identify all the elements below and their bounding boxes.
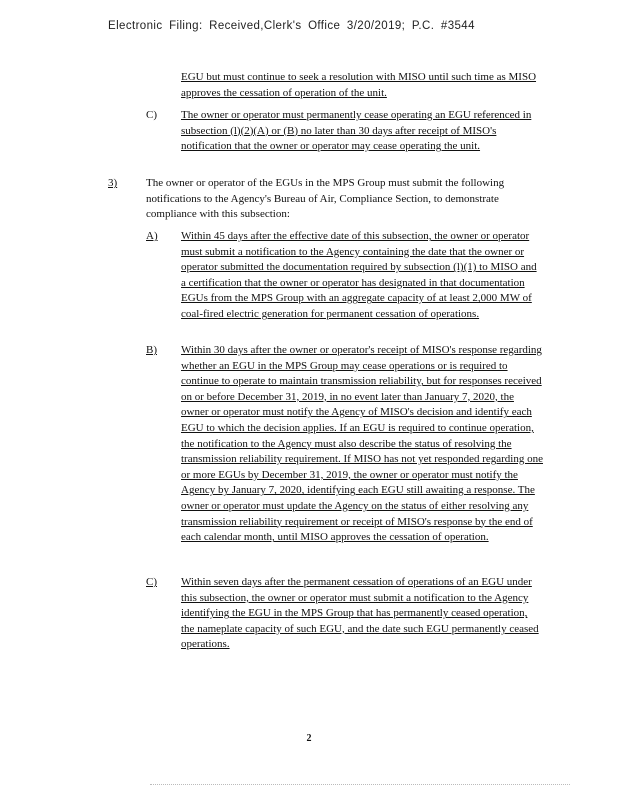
section-3-intro: The owner or operator of the EGUs in the MPS Group must submit the following notifications to the Agency's Bureau of Air, Compliance Section, to demonstrate compliance with this subsection: <box>146 177 505 221</box>
item-c-top-label: C) <box>146 109 157 121</box>
section-3-label: 3) <box>108 177 118 189</box>
item-b-text: Within 30 days after the owner or operator's receipt of MISO's response regarding whether an EGU in the MPS Group may cease operations or is required to continue to operate to maintain transmission reliability, but for responses received on or before December 31, 2019, in no event later than January 7, 2020, the owner or operator must notify the Agency of MISO's decision and identify each EGU to which the decision applies. If an EGU is required to continue operation, the notification to the Agency must also describe the status of resolving the transmission reliability requirement. If MISO has not yet responded regarding one or more EGUs by December 31, 2019, the owner or operator must notify the Agency by January 7, 2020, identifying each EGU still awaiting a response. The owner or operator must update the Agency on the status of either resolving any transmission reliability requirement or receipt of MISO's response by the end of each calendar month, until MISO approves the cessation of operation. <box>181 344 543 544</box>
item-a-text: Within 45 days after the effective date of this subsection, the owner or operator must submit a notification to the Agency containing the date that the owner or operator submitted the documentation required by subsection (l)(1) to MISO and a certification that the owner or operator has designated in that documentation EGUs from the MPS Group with an aggregate capacity of at least 2,000 MW of coal-fired electric generation for permanent cessation of operations. <box>181 230 537 320</box>
page-number: 2 <box>306 733 312 744</box>
filing-stamp: Electronic Filing: Received,Clerk's Office 3/20/2019; P.C. #3544 <box>108 20 475 32</box>
continued-paragraph: EGU but must continue to seek a resolution with MISO until such time as MISO approves the cessation of operation of the unit. <box>181 71 537 99</box>
item-c-top-text: The owner or operator must permanently cease operating an EGU referenced in subsection (l)(2)(A) or (B) no later than 30 days after receipt of MISO's notification that the owner or operator may cease operating the unit. <box>181 109 532 153</box>
item-b-label: B) <box>146 344 157 356</box>
item-c-text: Within seven days after the permanent cessation of operations of an EGU under this subsection, the owner or operator must submit a notification to the Agency identifying the EGU in the MPS Group that has permanently ceased operation, the nameplate capacity of such EGU, and the date such EGU permanently ceased operations. <box>181 576 539 651</box>
item-a-label: A) <box>146 230 158 242</box>
scan-artifact-line <box>150 784 570 786</box>
item-c-label: C) <box>146 576 157 588</box>
